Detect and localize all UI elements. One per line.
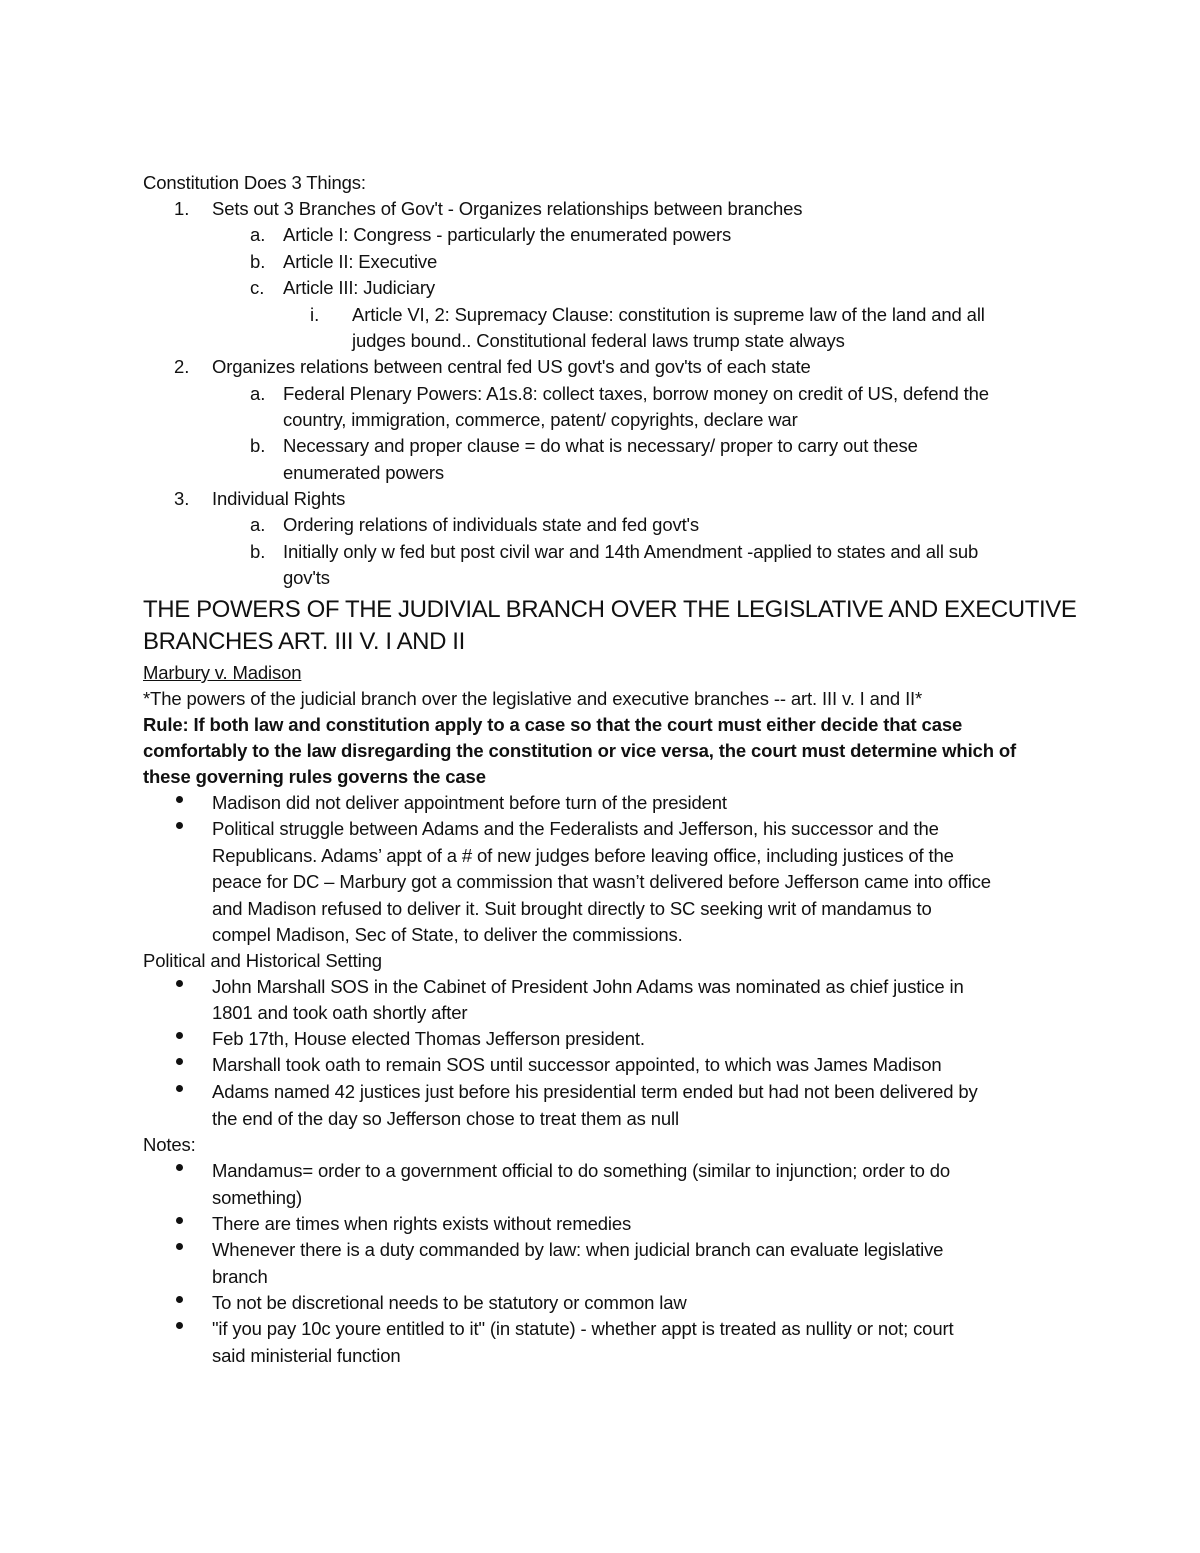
bullet-dot [176, 1085, 183, 1092]
list-item-3b-text-line2: gov'ts [283, 567, 330, 588]
list-item-2-text: Organizes relations between central fed US govt's and gov'ts of each state [212, 356, 811, 377]
bullet-2-4-line2: the end of the day so Jefferson chose to treat them as null [212, 1108, 679, 1129]
bullet-3-4-text: To not be discretional needs to be statutory or common law [212, 1292, 687, 1313]
list-item-1b-marker: b. [250, 251, 266, 272]
list-item-1a-text: Article I: Congress - particularly the enumerated powers [283, 224, 732, 245]
list-marker-1: 1. [174, 198, 190, 219]
bullet-3-5-line1: "if you pay 10c youre entitled to it" (in statute) - whether appt is treated as nullity or not; court [212, 1318, 954, 1339]
bullet-1-2-line2: Republicans. Adams’ appt of a # of new judges before leaving office, including justices of the [212, 845, 954, 866]
bullet-3-2-text: There are times when rights exists without remedies [212, 1213, 632, 1234]
bullet-1-2-line1: Political struggle between Adams and the Federalists and Jefferson, his successor and the [212, 818, 939, 839]
bullet-dot [176, 1322, 183, 1329]
list-item-1c-text: Article III: Judiciary [283, 277, 435, 298]
bullet-dot [176, 1058, 183, 1065]
rule-line3: these governing rules governs the case [143, 766, 486, 787]
bullet-dot [176, 980, 183, 987]
bullet-dot [176, 1032, 183, 1039]
rule-line2: comfortably to the law disregarding the constitution or vice versa, the court must determine which of [143, 740, 1016, 761]
bullet-2-4-line1: Adams named 42 justices just before his presidential term ended but had not been delivered by [212, 1081, 978, 1102]
list-item-2b-text-line2: enumerated powers [283, 462, 444, 483]
intro-line: Constitution Does 3 Things: [143, 172, 366, 193]
list-item-3a-marker: a. [250, 514, 266, 535]
list-item-2a-text-line1: Federal Plenary Powers: A1s.8: collect taxes, borrow money on credit of US, defend the [283, 383, 989, 404]
bullet-1-2-line4: and Madison refused to deliver it. Suit brought directly to SC seeking writ of mandamus to [212, 898, 932, 919]
list-item-2b-marker: b. [250, 435, 266, 456]
list-item-3a-text: Ordering relations of individuals state and fed govt's [283, 514, 700, 535]
bullet-dot [176, 1217, 183, 1224]
bullet-dot [176, 1243, 183, 1250]
list-item-1a-marker: a. [250, 224, 266, 245]
rule-line1: Rule: If both law and constitution apply to a case so that the court must either decide that case [143, 714, 963, 735]
list-item-1-text: Sets out 3 Branches of Gov't - Organizes relationships between branches [212, 198, 803, 219]
section-heading-line2: BRANCHES ART. III V. I AND II [143, 628, 465, 655]
bullet-dot [176, 822, 183, 829]
section-heading-line1: THE POWERS OF THE JUDIVIAL BRANCH OVER THE LEGISLATIVE AND EXECUTIVE [143, 596, 1077, 623]
bullet-2-1-line1: John Marshall SOS in the Cabinet of President John Adams was nominated as chief justice in [212, 976, 964, 997]
bullet-2-1-line2: 1801 and took oath shortly after [212, 1002, 468, 1023]
list-item-1c-marker: c. [250, 277, 265, 298]
list-item-1ci-text-line1: Article VI, 2: Supremacy Clause: constitution is supreme law of the land and all [352, 304, 985, 325]
setting-label: Political and Historical Setting [143, 950, 382, 971]
bullet-2-3-text: Marshall took oath to remain SOS until successor appointed, to which was James Madison [212, 1054, 942, 1075]
list-item-1b-text: Article II: Executive [283, 251, 438, 272]
list-item-1ci-marker: i. [310, 304, 320, 325]
bullet-dot [176, 796, 183, 803]
list-item-2b-text-line1: Necessary and proper clause = do what is necessary/ proper to carry out these [283, 435, 918, 456]
list-marker-2: 2. [174, 356, 190, 377]
case-subtitle: *The powers of the judicial branch over the legislative and executive branches -- art. III v. I and II* [143, 688, 923, 709]
bullet-dot [176, 1296, 183, 1303]
list-item-3-text: Individual Rights [212, 488, 346, 509]
bullet-1-2-line5: compel Madison, Sec of State, to deliver the commissions. [212, 924, 683, 945]
list-item-3b-marker: b. [250, 541, 266, 562]
list-item-2a-text-line2: country, immigration, commerce, patent/ copyrights, declare war [283, 409, 798, 430]
list-item-1ci-text-line2: judges bound.. Constitutional federal laws trump state always [352, 330, 845, 351]
list-marker-3: 3. [174, 488, 190, 509]
bullet-3-1-line1: Mandamus= order to a government official to do something (similar to injunction; order to do [212, 1160, 951, 1181]
list-item-2a-marker: a. [250, 383, 266, 404]
bullet-3-1-line2: something) [212, 1187, 303, 1208]
bullet-3-3-line1: Whenever there is a duty commanded by law: when judicial branch can evaluate legislative [212, 1239, 944, 1260]
bullet-1-2-line3: peace for DC – Marbury got a commission that wasn’t delivered before Jefferson came into office [212, 871, 991, 892]
bullet-dot [176, 1164, 183, 1171]
bullet-3-3-line2: branch [212, 1266, 268, 1287]
list-item-3b-text-line1: Initially only w fed but post civil war and 14th Amendment -applied to states and all sub [283, 541, 979, 562]
bullet-3-5-line2: said ministerial function [212, 1345, 401, 1366]
notes-label: Notes: [143, 1134, 196, 1155]
bullet-2-2-text: Feb 17th, House elected Thomas Jefferson president. [212, 1028, 645, 1049]
bullet-1-1-text: Madison did not deliver appointment before turn of the president [212, 792, 727, 813]
case-title: Marbury v. Madison [143, 662, 302, 683]
